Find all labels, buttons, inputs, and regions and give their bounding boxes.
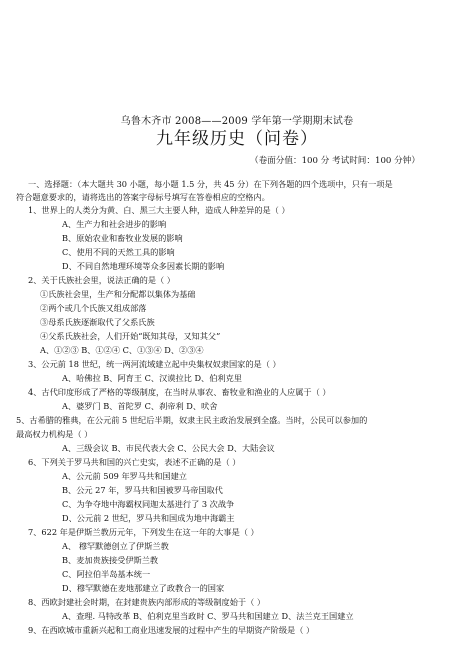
- question-option: A、生产力和社会进步的影响: [62, 219, 167, 229]
- question-stem: 7、622 年是伊斯兰教历元年，下列发生在这一年的大事是（ ）: [28, 527, 259, 537]
- question-option: D、不同自然地理环境等众多因素长期的影响: [62, 261, 225, 271]
- question-stem: 6、下列关于罗马共和国的兴亡史实，表述不正确的是（ ）: [28, 457, 241, 467]
- question-option: C、使用不同的天然工具的影响: [62, 247, 175, 257]
- question-option: B、公元 27 年，罗马共和国被罗马帝国取代: [62, 485, 223, 495]
- question-option: ①氏族社会里，生产和分配都以集体为基础: [40, 289, 196, 299]
- question-option: B、麦加贵族接受伊斯兰教: [62, 555, 159, 565]
- question-option: C、为争夺地中海霸权同迦太基进行了 3 次战争: [62, 499, 235, 509]
- question-stem: 3、公元前 18 世纪，统一两河流域建立起中央集权奴隶国家的是（ ）: [28, 359, 281, 369]
- question-stem: 9、在西欧城市重新兴起和工商业迅速发展的过程中产生的早期资产阶级是（ ）: [28, 625, 315, 635]
- question-stem: 8、西欧封建社会时期，在封建贵族内部形成的等级制度始于（ ）: [28, 597, 266, 607]
- subject-title: 九年级历史（问卷）: [156, 129, 318, 149]
- question-stem: 4、古代印度形成了严格的等级制度，在当时从事农、畜牧业和渔业的人应属于（ ）: [28, 387, 331, 397]
- exam-title: 乌鲁木齐市 2008——2009 学年第一学期期末试卷: [120, 116, 354, 127]
- section-intro-line2: 符合题意要求的，请将选出的答案字母标号填写在答卷相应的空格内。: [16, 192, 270, 202]
- question-option: ③母系氏族逐渐取代了父系氏族: [40, 317, 155, 327]
- question-option: C、阿拉伯半岛基本统一: [62, 569, 151, 579]
- section-intro-line1: 一、选择题：（本大题共 30 小题，每小题 1.5 分，共 45 分）在下列各题的四个选项中，只有一项是: [28, 179, 393, 189]
- question-option: A、哈佛拉 B、阿育王 C、汉谟拉比 D、伯利克里: [62, 373, 242, 383]
- question-option: A、公元前 509 年罗马共和国建立: [62, 471, 187, 481]
- question-option: A、①②③ B、①②④ C、①③④ D、②③④: [40, 345, 204, 355]
- question-stem: 1、世界上的人类分为黄、白、黑三大主要人种，造成人种差异的是（ ）: [28, 205, 290, 215]
- question-option: ④父系氏族社会，人们开始“既知其母，又知其父”: [40, 331, 221, 341]
- question-option: A、三级会议 B、市民代表大会 C、公民大会 D、大陆会议: [62, 443, 275, 453]
- exam-meta: （卷面分值：100 分 考试时间：100 分钟）: [250, 156, 420, 166]
- question-option: ②两个或几个氏族又组成部落: [40, 303, 147, 313]
- question-option: D、穆罕默德在麦地那建立了政教合一的国家: [62, 583, 225, 593]
- question-option: D、公元前 2 世纪，罗马共和国成为地中海霸主: [62, 513, 235, 523]
- question-stem-continued: 最高权力机构是（ ）: [16, 429, 93, 439]
- question-option: A、 穆罕默德创立了伊斯兰教: [62, 541, 169, 551]
- question-stem: 2、关于氏族社会里，说法正确的是（ ）: [28, 275, 175, 285]
- question-option: A、婆罗门 B、首陀罗 C、刹帝利 D、吠舍: [62, 401, 218, 411]
- question-option: A、查理. 马特改革 B、伯利克里当政时 C、罗马共和国建立 D、法兰克王国建立: [62, 611, 354, 621]
- question-stem: 5、古希腊的雅典，在公元前 5 世纪后半期，奴隶主民主政治发展到全盛。当时，公民可以参加的: [16, 415, 368, 425]
- question-option: B、原始农业和畜牧业发展的影响: [62, 233, 183, 243]
